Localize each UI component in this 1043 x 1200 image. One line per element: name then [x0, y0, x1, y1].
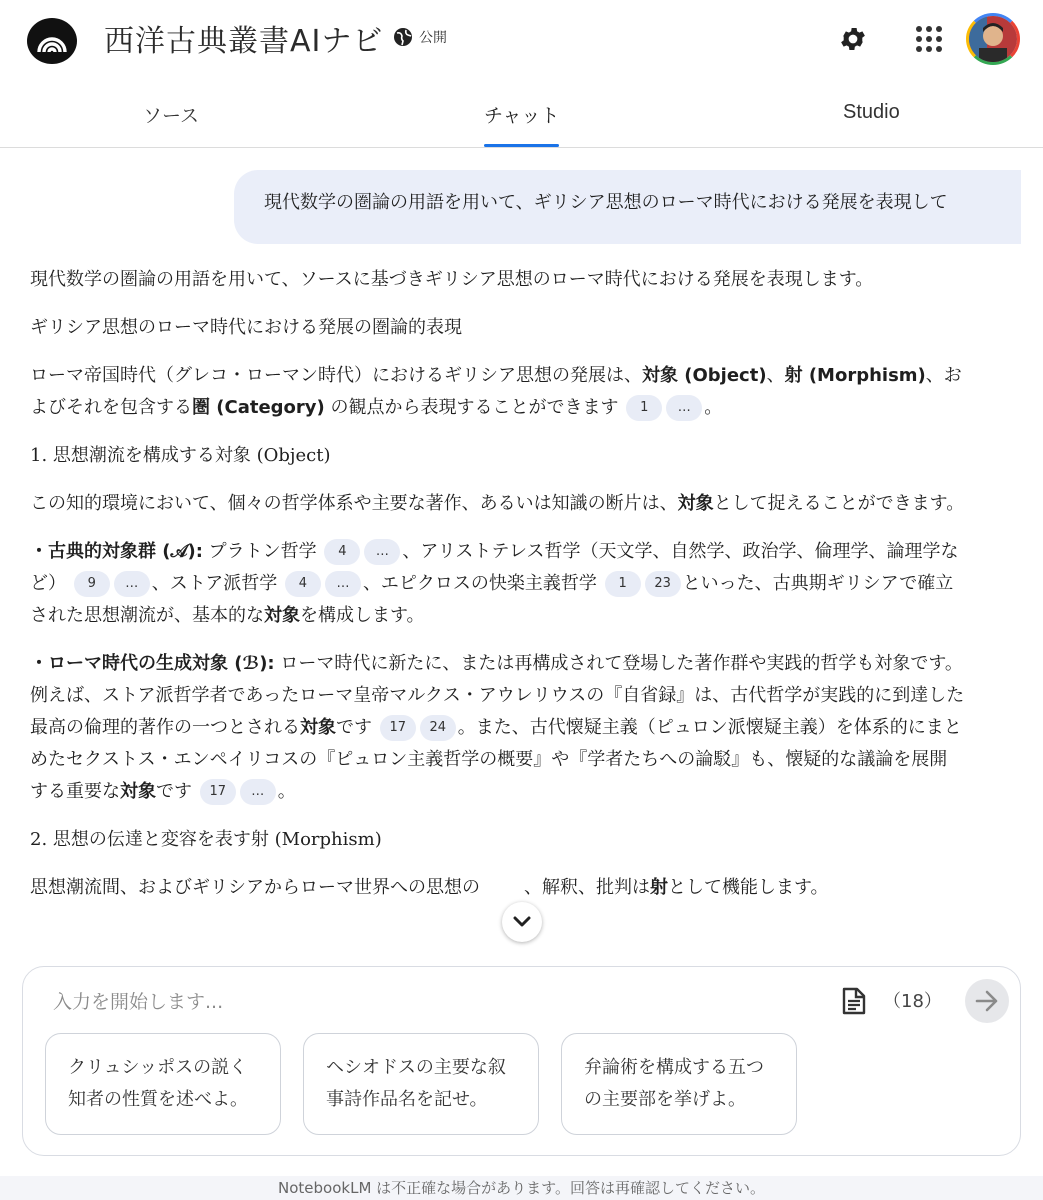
- citation-chip[interactable]: 9: [74, 571, 110, 597]
- citation-chip[interactable]: 4: [324, 539, 360, 565]
- tab-sources[interactable]: ソース: [143, 105, 200, 127]
- suggestion-chip[interactable]: クリュシッポスの説く知者の性質を述べよ。: [45, 1033, 281, 1135]
- disclaimer-footer: NotebookLM は不正確な場合があります。回答は再確認してください。: [0, 1176, 1043, 1200]
- response-intro: 現代数学の圏論の用語を用いて、ソースに基づきギリシア思想のローマ時代における発展を表現します。: [30, 269, 874, 290]
- suggestion-chip[interactable]: ヘシオドスの主要な叙事詩作品名を記せ。: [303, 1033, 539, 1135]
- response-paragraph: 思想潮流間、およびギリシアからローマ世界への思想の 、解釈、批判は射として機能します。: [30, 877, 829, 898]
- citation-chip[interactable]: …: [666, 395, 702, 421]
- tab-chat[interactable]: チャット: [484, 105, 560, 127]
- active-tab-indicator: [484, 144, 559, 147]
- notebook-title[interactable]: 西洋古典叢書AIナビ: [104, 24, 384, 59]
- response-paragraph: ローマ帝国時代（グレコ・ローマン時代）におけるギリシア思想の発展は、対象 (Object)、射 (Morphism)、およびそれを包含する圏 (Category) の観点から表現することができます 1 … 。: [30, 360, 965, 424]
- citation-chip[interactable]: …: [364, 539, 400, 565]
- citation-chip[interactable]: 4: [285, 571, 321, 597]
- chat-composer: [22, 966, 1021, 1156]
- suggestion-chip[interactable]: 弁論術を構成する五つの主要部を挙げよ。: [561, 1033, 797, 1135]
- assistant-response: [30, 264, 965, 920]
- response-paragraph: この知的環境において、個々の哲学体系や主要な著作、あるいは知識の断片は、対象として捉えることができます。: [30, 493, 965, 514]
- response-heading: ギリシア思想のローマ時代における発展の圏論的表現: [30, 317, 462, 338]
- gear-icon: [838, 24, 868, 54]
- section-heading: 2. 思想の伝達と変容を表す射 (Morphism): [30, 829, 382, 850]
- visibility-badge[interactable]: [393, 27, 447, 47]
- chevron-down-icon: [513, 916, 531, 928]
- arrow-right-icon: [975, 990, 999, 1012]
- user-message-bubble: [234, 170, 1021, 244]
- citation-chip[interactable]: 24: [420, 715, 456, 741]
- settings-button[interactable]: [836, 22, 870, 56]
- citation-chip[interactable]: 17: [200, 779, 236, 805]
- citation-chip[interactable]: 17: [380, 715, 416, 741]
- document-icon[interactable]: [841, 987, 867, 1015]
- notebooklm-logo-icon[interactable]: [27, 18, 77, 64]
- citation-chip[interactable]: 1: [605, 571, 641, 597]
- user-message-text: 現代数学の圏論の用語を用いて、ギリシア思想のローマ時代における発展を表現して: [264, 192, 948, 213]
- globe-icon: [393, 27, 413, 47]
- tab-studio[interactable]: Studio: [843, 101, 900, 123]
- bullet-item: ・古典的対象群 (𝒜): プラトン哲学 4 … 、アリストテレス哲学（天文学、自然学、政治学、倫理学、論理学など） 9 … 、ストア派哲学 4 … 、エピクロスの快楽主義哲学 1 23 といった、古典期ギリシアで確立された思想潮流が、基本的な対象を構成します。: [30, 541, 959, 626]
- source-count: （18）: [883, 991, 942, 1012]
- scroll-down-button[interactable]: [502, 902, 542, 942]
- tab-bar: [0, 80, 1043, 148]
- citation-chip[interactable]: …: [325, 571, 361, 597]
- section-heading: 1. 思想潮流を構成する対象 (Object): [30, 445, 331, 466]
- avatar[interactable]: [966, 13, 1020, 65]
- citation-chip[interactable]: …: [240, 779, 276, 805]
- citation-chip[interactable]: …: [114, 571, 150, 597]
- send-button[interactable]: [965, 979, 1009, 1023]
- chat-input[interactable]: [53, 987, 813, 1017]
- citation-chip[interactable]: 23: [645, 571, 681, 597]
- apps-grid-icon[interactable]: [914, 24, 944, 54]
- bullet-item: ・ローマ時代の生成対象 (ℬ): ローマ時代に新たに、または再構成されて登場した著作群や実践的哲学も対象です。例えば、ストア派哲学者であったローマ皇帝マルクス・アウレリウスの『自省録』は、古代哲学が実践的に到達した最高の倫理的著作の一つとされる対象です 17 24 。また、古代懐疑主義（ピュロン派懐疑主義）を体系的にまとめたセクストス・エンペイリコスの『ピュロン主義哲学の概要』や『学者たちへの論駁』も、懐疑的な議論を展開する重要な対象です 17 … 。: [30, 648, 965, 808]
- citation-chip[interactable]: 1: [626, 395, 662, 421]
- app-header: [0, 0, 1043, 80]
- visibility-label: 公開: [419, 30, 447, 46]
